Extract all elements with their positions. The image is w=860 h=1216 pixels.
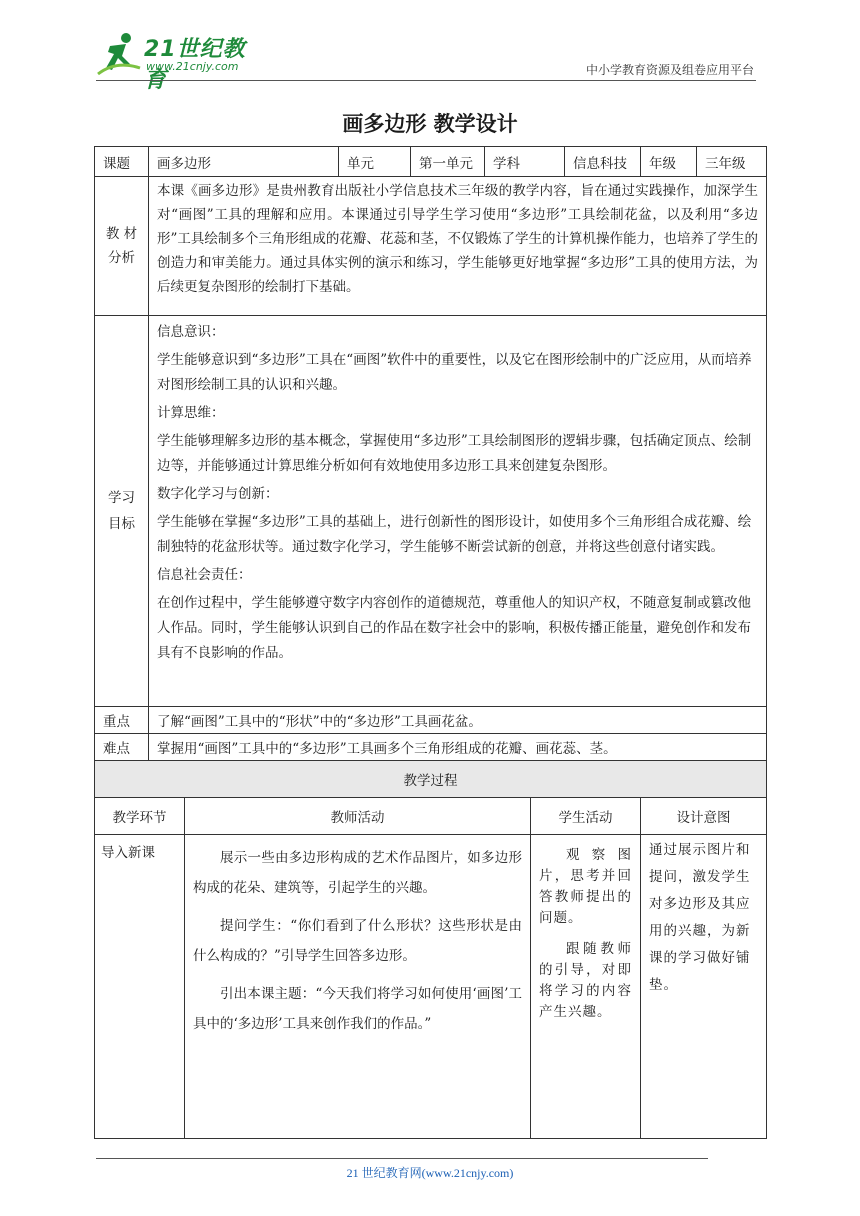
header-divider <box>96 80 756 81</box>
key-point-text: 了解“画图”工具中的“形状”中的“多边形”工具画花盆。 <box>149 707 767 734</box>
logo-url: www.21cnjy.com <box>146 60 239 73</box>
lesson-plan-table <box>94 146 766 1136</box>
key-point-label: 重点 <box>95 707 149 734</box>
header-teacher: 教师活动 <box>185 798 531 835</box>
subject-value: 信息科技 <box>565 147 641 177</box>
stage-cell: 导入新课 <box>95 835 185 1139</box>
unit-value: 第一单元 <box>411 147 485 177</box>
goal-heading: 信息社会责任： <box>157 567 252 583</box>
header-student: 学生活动 <box>531 798 641 835</box>
teacher-step: 展示一些由多边形构成的艺术作品图片，如多边形构成的花朵、建筑等，引起学生的兴趣。 <box>193 850 522 896</box>
goal-text: 在创作过程中，学生能够遵守数字内容创作的道德规范，尊重他人的知识产权，不随意复制或篡改他人作品。同时，学生能够认识到自己的作品在数字社会中的影响，积极传播正能量，避免创作和发布具有不良影响的作品。 <box>157 595 751 661</box>
analysis-text: 本课《画多边形》是贵州教育出版社小学信息技术三年级的教学内容，旨在通过实践操作，加深学生对“画图”工具的理解和应用。本课通过引导学生学习使用“多边形”工具绘制花盆，以及利用“多边形”工具绘制多个三角形组成的花瓣、花蕊和茎，不仅锻炼了学生的计算机操作能力，也培养了学生的创造力和审美能力。通过具体实例的演示和练习，学生能够更好地掌握“多边形”工具的使用方法，为后续更复杂图形的绘制打下基础。 <box>157 183 758 295</box>
goal-text: 学生能够意识到“多边形”工具在“画图”软件中的重要性，以及它在图形绘制中的广泛应用，从而培养对图形绘制工具的认识和兴趣。 <box>157 352 752 393</box>
subject-label: 学科 <box>485 147 565 177</box>
analysis-label: 教 材 分析 <box>95 177 149 316</box>
teacher-step: 引出本课主题：“今天我们将学习如何使用‘画图’工具中的‘多边形’工具来创作我们的作品。” <box>193 986 522 1032</box>
student-activity-cell <box>531 835 641 1139</box>
header-intent: 设计意图 <box>641 798 767 835</box>
process-band-row <box>95 761 767 798</box>
process-band-title: 教学过程 <box>95 761 767 798</box>
header-stage: 教学环节 <box>95 798 185 835</box>
platform-name: 中小学教育资源及组卷应用平台 <box>585 63 754 77</box>
difficulty-label: 难点 <box>95 734 149 761</box>
design-intent-cell: 通过展示图片和提问，激发学生对多边形及其应用的兴趣，为新课的学习做好铺垫。 <box>641 835 767 1139</box>
info-table <box>94 146 767 761</box>
unit-label: 单元 <box>339 147 411 177</box>
process-row <box>95 835 767 1139</box>
student-step: 观察图片，思考并回答教师提出的问题。 <box>539 847 632 926</box>
document-title: 画多边形 教学设计 <box>342 112 518 136</box>
analysis-content <box>149 177 767 316</box>
goal-heading: 计算思维： <box>157 405 225 421</box>
logo-text: 21世纪教育 <box>144 37 246 93</box>
goals-content <box>149 316 767 707</box>
grade-value: 三年级 <box>697 147 767 177</box>
goal-text: 学生能够理解多边形的基本概念，掌握使用“多边形”工具绘制图形的逻辑步骤，包括确定顶点、绘制边等，并能够通过计算思维分析如何有效地使用多边形工具来创建复杂图形。 <box>157 433 752 474</box>
student-step: 跟随教师的引导，对即将学习的内容产生兴趣。 <box>539 941 632 1020</box>
footer-divider <box>96 1158 708 1159</box>
difficulty-text: 掌握用“画图”工具中的“多边形”工具画多个三角形组成的花瓣、画花蕊、茎。 <box>149 734 767 761</box>
grade-label: 年级 <box>641 147 697 177</box>
teacher-step: 提问学生：“你们看到了什么形状？这些形状是由什么构成的？”引导学生回答多边形。 <box>193 918 522 964</box>
topic-value: 画多边形 <box>149 147 339 177</box>
goals-row <box>95 316 767 707</box>
goal-text: 学生能够在掌握“多边形”工具的基础上，进行创新性的图形设计，如使用多个三角形组合成花瓣、绘制独特的花盆形状等。通过数字化学习，学生能够不断尝试新的创意，并将这些创意付诸实践。 <box>157 514 752 555</box>
process-table <box>94 760 767 1139</box>
goals-label: 学习 目标 <box>95 316 149 707</box>
process-header-row <box>95 798 767 835</box>
teacher-activity-cell <box>185 835 531 1139</box>
footer-link[interactable]: 21 世纪教育网(www.21cnjy.com) <box>346 1166 514 1180</box>
key-point-row <box>95 707 767 734</box>
analysis-row <box>95 177 767 316</box>
goal-heading: 数字化学习与创新： <box>157 486 279 502</box>
info-row <box>95 147 767 177</box>
goal-heading: 信息意识： <box>157 324 225 340</box>
topic-label: 课题 <box>95 147 149 177</box>
runner-logo-icon <box>96 30 142 76</box>
difficulty-row <box>95 734 767 761</box>
site-logo <box>96 30 266 93</box>
